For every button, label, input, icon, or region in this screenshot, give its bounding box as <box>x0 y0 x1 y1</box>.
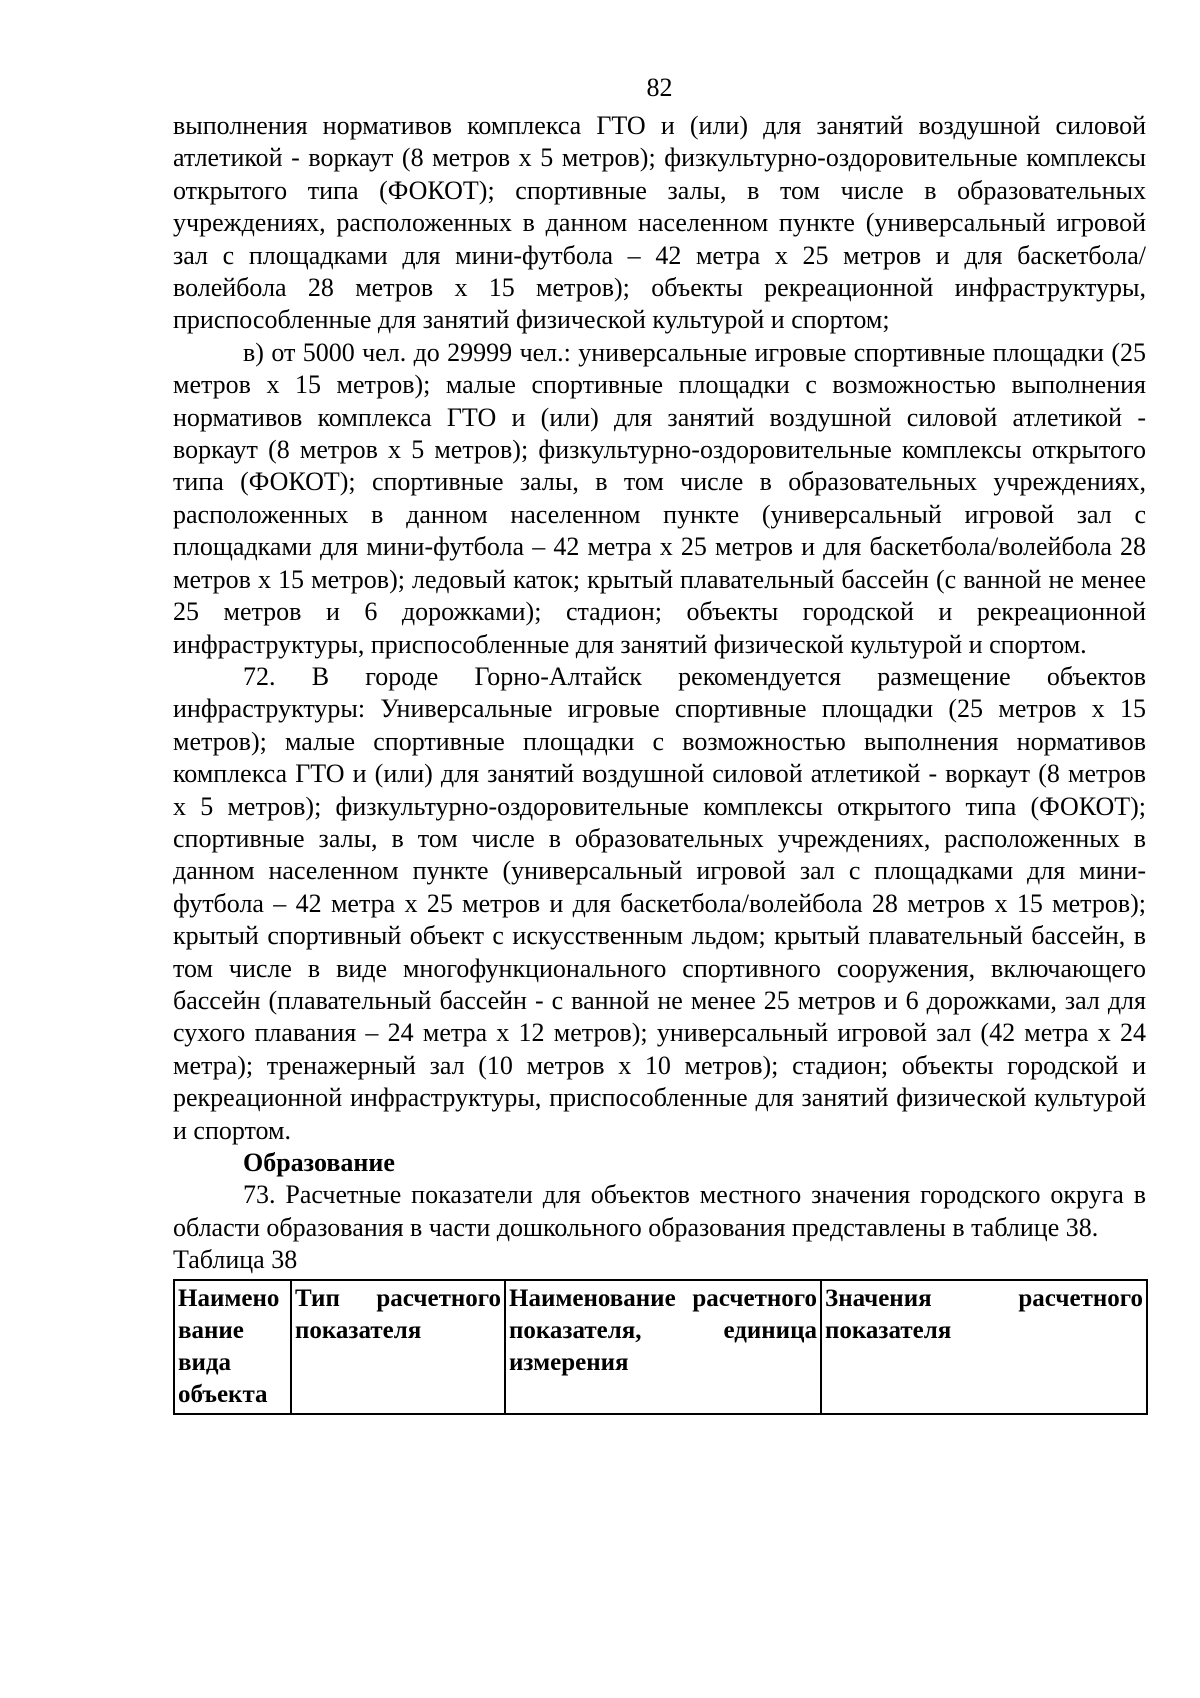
header-object-type: Наименование вида объекта <box>174 1280 291 1414</box>
section-heading: Образование <box>243 1148 395 1177</box>
table-header-row <box>174 1280 1147 1414</box>
paragraph-item-v: в) от 5000 чел. до 29999 чел.: универсальные игровые спортивные площадки (25 метров х 15 метров); малые спортивные площадки с возможностью выполнения нормативов комплекса ГТО и (или) для занятий воздушной силовой атлетикой - воркаут (8 метров х 5 метров); физкультурно-оздоровительные комплексы открытого типа (ФОКОТ); спортивные залы, в том числе в образовательных учреждениях, расположенных в данном населенном пункте (универсальный игровой зал с площадками для мини-футбола – 42 метра х 25 метров и для баскетбола/волейбола 28 метров х 15 метров); ледовый каток; крытый плавательный бассейн (с ванной не менее 25 метров и 6 дорожками); стадион; объекты городской и рекреационной инфраструктуры, приспособленные для занятий физической культурой и спортом. <box>173 337 1146 659</box>
document-page <box>173 72 1146 1415</box>
header-indicator-name: Наименование расчетного показателя, единица измерения <box>505 1280 821 1414</box>
table-38 <box>173 1279 1148 1415</box>
paragraph-73: 73. Расчетные показатели для объектов местного значения городского округа в области образования в части дошкольного образования представлены в таблице 38. <box>173 1180 1146 1242</box>
header-indicator-values: Значения расчетного показателя <box>821 1280 1147 1414</box>
paragraph-continuation: выполнения нормативов комплекса ГТО и (или) для занятий воздушной силовой атлетикой - воркаут (8 метров х 5 метров); физкультурно-оздоровительные комплексы открытого типа (ФОКОТ); спортивные залы, в том числе в образовательных учреждениях, расположенных в данном населенном пункте (универсальный игровой зал с площадками для мини-футбола – 42 метра х 25 метров и для баскетбола/волейбола 28 метров х 15 метров); объекты рекреационной инфраструктуры, приспособленные для занятий физической культурой и спортом; <box>173 111 1146 335</box>
page-number: 82 <box>646 73 673 102</box>
header-indicator-type: Тип расчетного показателя <box>291 1280 505 1414</box>
table-caption: Таблица 38 <box>173 1245 298 1275</box>
paragraph-72: 72. В городе Горно-Алтайск рекомендуется размещение объектов инфраструктуры: Универсальные игровые спортивные площадки (25 метров х 15 метров); малые спортивные площадки с возможностью выполнения нормативов комплекса ГТО и (или) для занятий воздушной силовой атлетикой - воркаут (8 метров х 5 метров); физкультурно-оздоровительные комплексы открытого типа (ФОКОТ); спортивные залы, в том числе в образовательных учреждениях, расположенных в данном населенном пункте (универсальный игровой зал с площадками для мини-футбола – 42 метра х 25 метров и для баскетбола/волейбола 28 метров х 15 метров); крытый спортивный объект с искусственным льдом; крытый плавательный бассейн, в том числе в виде многофункционального спортивного сооружения, включающего бассейн (плавательный бассейн - с ванной не менее 25 метров и 6 дорожками, зал для сухого плавания – 24 метра х 12 метров); универсальный игровой зал (42 метра х 24 метра); тренажерный зал (10 метров х 10 метров); стадион; объекты городской и рекреационной инфраструктуры, приспособленные для занятий физической культурой и спортом. <box>173 661 1146 1145</box>
